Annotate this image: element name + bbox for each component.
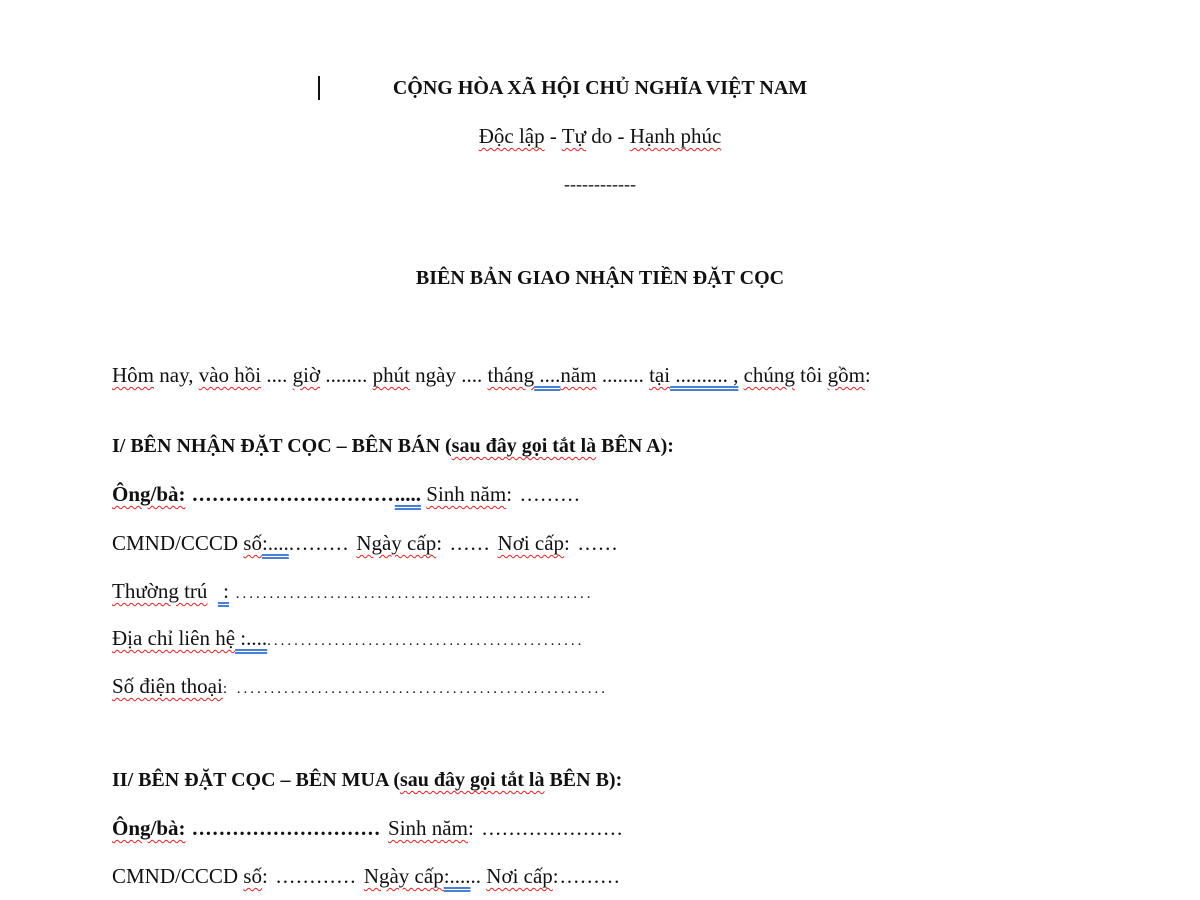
name-label: Ông/bà:	[112, 482, 186, 506]
birth-field[interactable]: : .........	[506, 482, 582, 506]
t: ....	[534, 363, 561, 387]
party-b-heading	[112, 768, 622, 792]
intro-paragraph	[112, 362, 1106, 388]
birth-field[interactable]: : .....................	[467, 816, 624, 840]
t: Số điện thoại	[112, 674, 223, 698]
t	[207, 579, 218, 603]
t: ........	[596, 363, 650, 387]
t: ....	[261, 363, 293, 387]
party-b-name-line	[112, 816, 624, 840]
motto-word: do -	[585, 124, 630, 148]
t: :	[864, 363, 871, 387]
t: số	[243, 531, 262, 555]
address-field[interactable]: ...............................................	[267, 633, 585, 649]
t: :	[217, 579, 229, 603]
name-field[interactable]: ..............................	[185, 482, 395, 506]
motto-word: Độc lập	[478, 124, 545, 148]
motto	[0, 124, 1200, 148]
t: tại	[649, 363, 671, 387]
id-field[interactable]: .........	[288, 531, 357, 555]
t: tôi	[794, 363, 828, 387]
party-a-address-line	[112, 626, 584, 653]
t: Thường trú	[112, 579, 208, 603]
name-label: Ông/bà:	[112, 816, 186, 840]
party-a-phone-line	[112, 674, 608, 701]
issue-place-field[interactable]: :.........	[552, 864, 621, 888]
t: CMND/CCCD	[112, 531, 244, 555]
party-a-id-line	[112, 531, 619, 555]
t: :....	[261, 531, 289, 555]
t: II/ BÊN ĐẶT CỌC – BÊN MUA (	[112, 769, 400, 791]
t: tháng	[487, 363, 535, 387]
t: Nơi cấp	[497, 531, 565, 555]
residence-field[interactable]: .....................................................	[229, 586, 594, 602]
t: CMND/CCCD	[112, 864, 244, 888]
t: sau đây gọi tắt là	[451, 435, 597, 457]
t: BÊN B):	[544, 769, 623, 791]
party-a-name-line	[112, 482, 581, 506]
phone-field[interactable]: : .......................................................	[222, 681, 608, 697]
divider: ------------	[564, 174, 636, 194]
t: I/ BÊN NHẬN ĐẶT CỌC – BÊN BÁN (	[112, 435, 452, 457]
id-field[interactable]: : ............	[261, 864, 364, 888]
t: sau đây gọi tắt là	[400, 769, 545, 791]
t: phút	[372, 363, 410, 387]
birth-label: Sinh năm	[388, 816, 468, 840]
t: BÊN A):	[596, 435, 674, 457]
document-title: BIÊN BẢN GIAO NHẬN TIỀN ĐẶT CỌC	[415, 267, 785, 289]
name-field[interactable]: ............................	[185, 816, 389, 840]
t: Ngày cấp	[363, 864, 444, 888]
t: ........	[320, 363, 373, 387]
t: vào hồi	[198, 363, 262, 387]
t: năm	[560, 363, 597, 387]
t: Ngày cấp	[356, 531, 437, 555]
t: .....	[394, 482, 422, 506]
party-a-residence-line	[112, 579, 594, 606]
birth-label: Sinh năm	[426, 482, 507, 506]
issue-date-field[interactable]: ..	[470, 864, 487, 888]
party-a-heading	[112, 434, 674, 458]
issue-date-field[interactable]: : ......	[436, 531, 498, 555]
t: ngày ....	[409, 363, 488, 387]
motto-word: Hạnh phúc	[629, 124, 722, 148]
nation-heading: CỘNG HÒA XÃ HỘI CHỦ NGHĨA VIỆT NAM	[392, 77, 808, 99]
t: Nơi cấp	[486, 864, 553, 888]
t: gồm	[827, 363, 865, 387]
issue-place-field[interactable]: : ......	[564, 531, 619, 555]
t: chúng	[743, 363, 795, 387]
t: .......... ,	[670, 363, 739, 387]
t: :....	[235, 626, 268, 650]
t: giờ	[292, 363, 321, 387]
motto-sep: -	[544, 124, 562, 148]
party-b-id-line	[112, 864, 621, 888]
t: Địa chỉ liên hệ	[112, 626, 236, 650]
motto-word: Tự	[561, 124, 586, 148]
t: Hôm	[112, 363, 154, 387]
t: :....	[443, 864, 471, 888]
t: số	[243, 864, 262, 888]
t: nay,	[154, 363, 199, 387]
